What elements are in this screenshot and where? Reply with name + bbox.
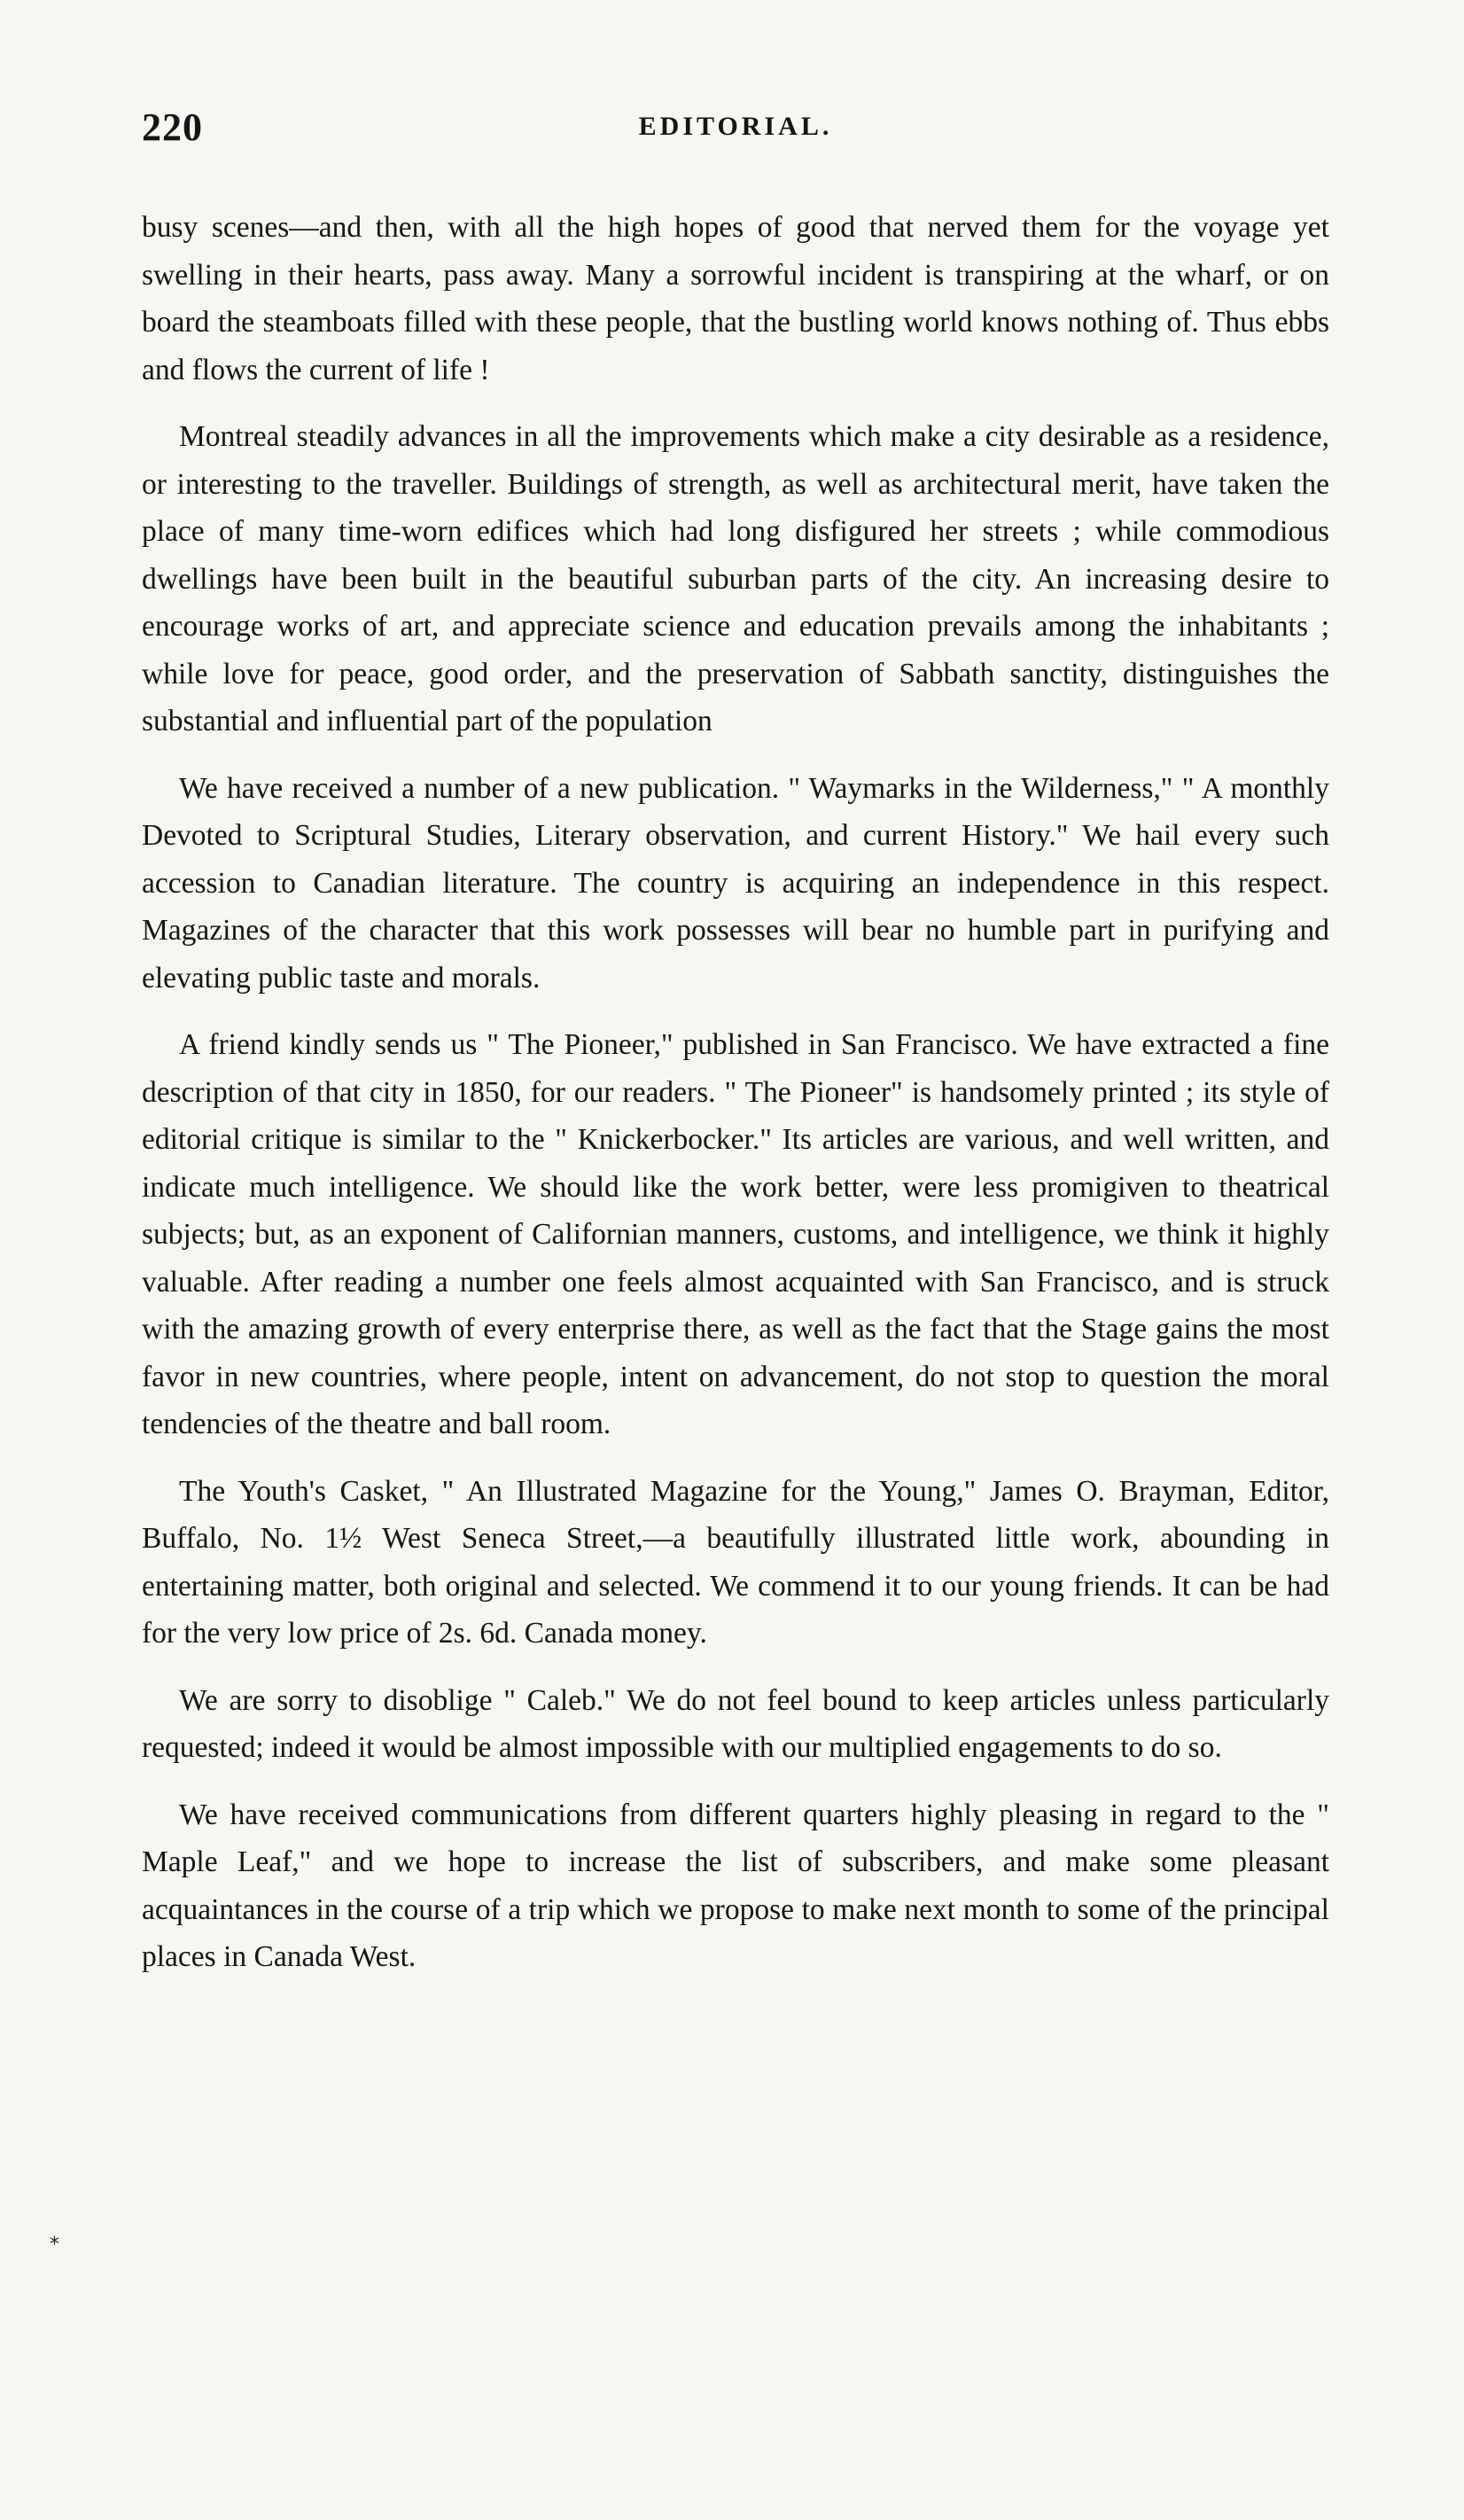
- paragraph-caleb: We are sorry to disoblige " Caleb." We do not feel bound to keep articles unless particularly requested; indeed it would be almost impossible with our multiplied engagements to do so.: [142, 1683, 1329, 1764]
- paragraph-pioneer: A friend kindly sends us " The Pioneer," published in San Francisco. We have extracted a fine description of that city in 1850, for our readers. " The Pioneer" is handsomely printed ; its style of editorial critique is similar to the " Knickerbocker." Its articles are various, and well written, and indicate much intelligence. We should like the work better, were less promigiven to theatrical subjects; but, as an exponent of Californian manners, customs, and intelligence, we think it highly valuable. After reading a number one feels almost acquainted with San Francisco, and is struck with the amazing growth of every enterprise there, as well as the fact that the Stage gains the most favor in new countries, where people, intent on advancement, do not stop to question the moral tendencies of the theatre and ball room.: [142, 1028, 1329, 1440]
- body-text: [142, 204, 1329, 1981]
- running-head: [142, 105, 1329, 158]
- page-number: 220: [142, 105, 203, 149]
- paragraph-waymarks: We have received a number of a new publication. " Waymarks in the Wilderness," " A monthly Devoted to Scriptural Studies, Literary observation, and current History." We hail every such accession to Canadian literature. The country is acquiring an independence in this respect. Magazines of the character that this work possesses will bear no humble part in purifying and elevating public taste and morals.: [142, 771, 1329, 995]
- paragraph-maple-leaf: We have received communications from different quarters highly pleasing in regard to the " Maple Leaf," and we hope to increase the list of subscribers, and make some pleasant acquaintances in the course of a trip which we propose to make next month to some of the principal places in Canada West.: [142, 1798, 1329, 1973]
- section-title: EDITORIAL.: [638, 112, 833, 141]
- document-page: [142, 105, 1329, 2001]
- paragraph-youths-casket: The Youth's Casket, " An Illustrated Magazine for the Young," James O. Brayman, Editor, Buffalo, No. 1½ West Seneca Street,—a beautifully illustrated little work, abounding in entertaining matter, both original and selected. We commend it to our young friends. It can be had for the very low price of 2s. 6d. Canada money.: [142, 1474, 1329, 1650]
- paragraph-busy-scenes: busy scenes—and then, with all the high hopes of good that nerved them for the voyage yet swelling in their hearts, pass away. Many a sorrowful incident is transpiring at the wharf, or on board the steamboats filled with these people, that the bustling world knows nothing of. Thus ebbs and flows the current of life !: [142, 211, 1329, 386]
- paragraph-montreal: Montreal steadily advances in all the improvements which make a city desirable as a residence, or interesting to the traveller. Buildings of strength, as well as architectural merit, have taken the place of many time-worn edifices which had long disfigured her streets ; while commodious dwellings have been built in the beautiful suburban parts of the city. An increasing desire to encourage works of art, and appreciate science and education prevails among the inhabitants ; while love for peace, good order, and the preservation of Sabbath sanctity, distinguishes the substantial and influential part of the population: [142, 420, 1329, 737]
- margin-mark: *: [50, 2234, 59, 2256]
